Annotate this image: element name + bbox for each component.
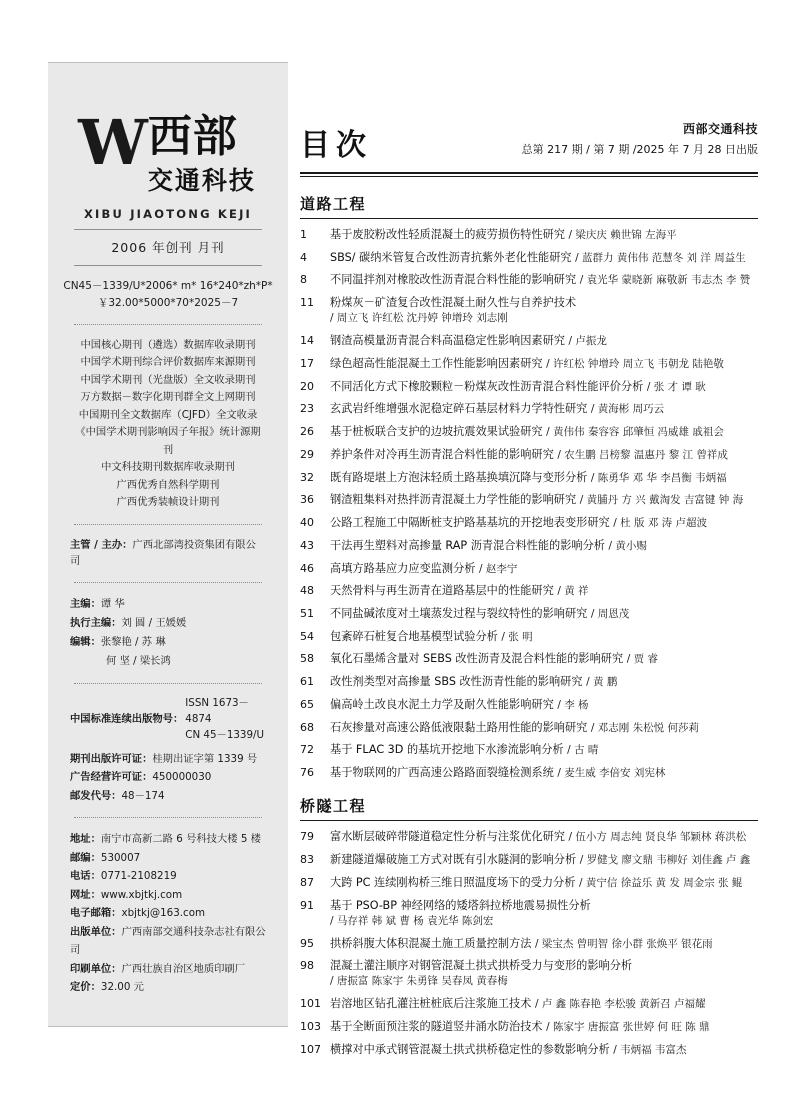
logo-title-main: 西部 — [147, 111, 238, 162]
index-item: 广西优秀装帧设计期刊 — [116, 496, 220, 509]
index-item: 中国核心期刊（遴选）数据库收录期刊 — [80, 338, 256, 351]
entry-authors: / 李 杨 — [557, 698, 589, 711]
section-title-bridge-tunnel: 桥隧工程 — [300, 795, 758, 821]
issn-line-1: CN45－1339/U*2006* m* 16*240*zh*P* — [63, 280, 273, 292]
toc-entry[interactable] — [300, 401, 758, 417]
entry-title: 钢渣高模量沥青混合料高温稳定性影响因素研究 — [330, 334, 565, 348]
standard-number-block — [70, 696, 266, 744]
entry-title: 玄武岩纤维增强水泥稳定碎石基层材料力学特性研究 — [330, 402, 588, 416]
entry-title: 基于桩板联合支护的边坡抗震效果试验研究 — [330, 425, 543, 439]
contact-label: 地址： — [70, 833, 101, 846]
entry-authors: / 黄小赐 — [608, 539, 647, 552]
license-row — [70, 768, 266, 787]
cn-value: CN 45－1339/U — [185, 728, 265, 741]
contact-label: 电子邮箱： — [70, 907, 122, 920]
license-block — [70, 750, 266, 806]
entry-authors: / 许红松 钟增玲 周立飞 韦朝龙 陆艳敬 — [546, 357, 724, 370]
entry-title: 拱桥斜腹大体积混凝土施工质量控制方法 — [330, 936, 532, 950]
toc-entry[interactable] — [300, 561, 758, 577]
entry-page: 48 — [300, 584, 314, 598]
entry-authors: / 蓝群力 黄伟伟 范慧冬 刘 洋 周益生 — [575, 251, 746, 264]
entry-title: 高填方路基应力应变监测分析 — [330, 561, 476, 575]
staff-value: 何 坚 / 梁长鸿 — [106, 654, 171, 667]
logo-w-mark: W — [78, 106, 146, 179]
toc-entry[interactable] — [300, 272, 758, 288]
toc-entry[interactable] — [300, 356, 758, 372]
entry-title: 既有路堤堪上方泡沫轻质土路基换填沉降与变形分析 — [330, 470, 588, 484]
license-label: 广告经营许可证： — [70, 771, 153, 784]
logo-pinyin: XIBU JIAOTONG KEJI — [83, 207, 253, 221]
toc-entry[interactable] — [300, 742, 758, 758]
staff-value: 刘 圆 / 王媛媛 — [121, 616, 187, 629]
toc-entry[interactable] — [300, 852, 758, 868]
entry-authors: / 黄 祥 — [557, 585, 589, 598]
contact-label: 印刷单位： — [70, 962, 122, 975]
license-label: 期刊出版许可证： — [70, 752, 153, 765]
toc-entry[interactable] — [300, 1019, 758, 1035]
entry-authors: / 韦炳福 韦富杰 — [613, 1043, 687, 1056]
divider-7 — [74, 817, 262, 818]
entry-page: 36 — [300, 493, 314, 507]
entry-page: 14 — [300, 334, 314, 348]
sponsor-value: 广西北部湾投资集团有限公司 — [70, 538, 256, 568]
contact-row — [70, 830, 266, 849]
entry-page: 40 — [300, 516, 314, 530]
entry-title: 富水断层破碎带隧道稳定性分析与注浆优化研究 — [330, 830, 565, 844]
divider-2 — [74, 265, 262, 266]
entry-authors: / 黄宁信 徐益乐 黄 发 周金宗 张 鲲 — [578, 876, 743, 889]
entry-authors: / 唐振富 陈家宇 朱勇锋 吴春凤 黄春梅 — [330, 975, 508, 988]
entry-authors: / 黄海彬 周巧云 — [590, 403, 665, 416]
entry-title: 基于 FLAC 3D 的基坑开挖地下水渗流影响分析 — [330, 743, 564, 757]
issn-line-2: ￥32.00*5000*70*2025－7 — [97, 296, 239, 309]
entry-title: 粉煤灰－矿渣复合改性混凝土耐久性与自养护技术 — [330, 296, 577, 310]
entry-authors: / 黄 鹏 — [586, 676, 618, 689]
divider-4 — [74, 524, 262, 525]
header-rule — [300, 172, 758, 177]
contact-value: 530007 — [100, 851, 141, 864]
entry-authors: / 伍小方 周志纯 贤良华 邹颖林 蒋洪松 — [568, 831, 747, 844]
price-value: 32.00 元 — [100, 981, 144, 994]
index-item: 中国学术期刊综合评价数据库来源期刊 — [80, 356, 256, 369]
logo-title-sub: 交通科技 — [147, 166, 256, 195]
contact-value: 广西壮族自治区地质印刷厂 — [121, 962, 246, 975]
license-value: 48－174 — [121, 789, 165, 802]
toc-entry[interactable] — [300, 674, 758, 690]
website-value[interactable]: www.xbjtkj.com — [100, 888, 183, 901]
contact-value: 南宁市高新二路 6 号科技大楼 5 楼 — [100, 833, 261, 846]
toc-entry[interactable] — [300, 447, 758, 463]
entry-authors: / 麦生威 李倍安 刘宪林 — [557, 767, 666, 780]
entry-title: 大跨 PC 连续刚构桥三维日照温度场下的受力分析 — [330, 875, 576, 889]
entry-authors: / 农生鹏 吕榜黎 温惠丹 黎 江 曾祥成 — [557, 448, 728, 461]
toc-entry[interactable] — [300, 1042, 758, 1058]
entry-page: 11 — [300, 296, 314, 310]
toc-entry[interactable] — [300, 333, 758, 349]
entry-page: 95 — [300, 936, 314, 950]
license-row — [70, 750, 266, 769]
entry-title: 公路工程施工中隔断桩支护路基基坑的开挖地表变形研究 — [330, 516, 610, 530]
sponsor-label: 主管 / 主办： — [70, 538, 133, 551]
entry-page: 87 — [300, 875, 314, 889]
index-item: 中国学术期刊（光盘版）全文收录期刊 — [80, 373, 256, 386]
entry-authors: / 古 晴 — [567, 744, 599, 757]
contact-row — [70, 904, 266, 923]
entry-page: 4 — [300, 250, 307, 264]
contact-block — [70, 830, 266, 997]
entry-page: 103 — [300, 1019, 321, 1033]
toc-entry[interactable] — [300, 492, 758, 508]
toc-entry[interactable] — [300, 875, 758, 891]
staff-block — [70, 595, 266, 671]
entry-title: SBS/ 碳纳米管复合改性沥青抗紫外老化性能研究 — [330, 250, 572, 264]
entry-authors: / 陈勇华 邓 华 李昌衡 韦炳福 — [590, 471, 727, 484]
entry-page: 91 — [300, 898, 314, 912]
entry-title: 钢渣粗集料对热拌沥青混凝土力学性能的影响研究 — [330, 493, 577, 507]
entry-title: 基于全断面预注浆的隧道竖井涌水防治技术 — [330, 1019, 543, 1033]
toc-entry[interactable] — [300, 515, 758, 531]
entry-page: 68 — [300, 720, 314, 734]
contact-label: 定价： — [70, 981, 101, 994]
divider-1 — [74, 229, 262, 230]
entry-title: 基于废胶粉改性轻质混凝土的疲劳损伤特性研究 — [330, 228, 565, 241]
entry-title: 不同活化方式下橡胶颗粒－粉煤灰改性沥青混合料性能评价分析 — [330, 379, 644, 393]
entry-title: 石灰掺量对高速公路低液限黏土路用性能的影响研究 — [330, 720, 588, 734]
staff-label: 执行主编： — [70, 616, 122, 629]
section-title-road: 道路工程 — [300, 193, 758, 219]
entry-page: 54 — [300, 629, 314, 643]
entry-page: 83 — [300, 853, 314, 867]
entry-authors: / 梁宝杰 曾明智 徐小群 张焕平 银花雨 — [534, 937, 713, 950]
entry-page: 46 — [300, 561, 314, 575]
toc-entry[interactable] — [300, 697, 758, 713]
contact-label: 邮编： — [70, 851, 101, 864]
journal-name: 西部交通科技 — [682, 121, 758, 136]
toc-panel — [300, 62, 758, 1064]
toc-entry[interactable] — [300, 720, 758, 736]
entry-title: 绿色超高性能混凝土工作性能影响因素研究 — [330, 356, 543, 370]
entry-title: 不同温拌剂对橡胶改性沥青混合料性能的影响研究 — [330, 273, 577, 287]
journal-logo — [48, 63, 288, 221]
entry-page: 79 — [300, 830, 314, 844]
issue-line: 总第 217 期 / 第 7 期 /2025 年 7 月 28 日出版 — [521, 143, 758, 157]
entry-page: 43 — [300, 538, 314, 552]
toc-entry[interactable] — [300, 651, 758, 667]
entry-page: 101 — [300, 997, 321, 1011]
founded-text: 2006 年创刊 月刊 — [111, 240, 225, 255]
entry-title: 干法再生塑料对高掺量 RAP 沥青混合料性能的影响分析 — [330, 538, 605, 552]
toc-entry[interactable] — [300, 606, 758, 622]
contact-row — [70, 849, 266, 868]
license-value: 桂期出证字第 1339 号 — [152, 752, 258, 765]
index-item: 万方数据－数字化期刊群全文上网期刊 — [80, 391, 256, 404]
contact-label: 网址： — [70, 888, 101, 901]
entry-authors: / 梁庆庆 赖世锦 左海平 — [568, 229, 677, 241]
entry-authors: / 卢 鑫 陈春艳 李松骏 黄新召 卢福耀 — [534, 998, 706, 1011]
contact-value: 0771-2108219 — [100, 870, 177, 883]
email-value[interactable]: xbjtkj@163.com — [121, 907, 206, 920]
contact-label: 出版单位： — [70, 925, 122, 938]
issn-value: ISSN 1673－4874 — [185, 696, 249, 725]
entry-title: 氧化石墨烯含量对 SEBS 改性沥青及混合料性能的影响研究 — [330, 652, 624, 666]
toc-entry[interactable] — [300, 898, 758, 929]
entry-title: 混凝土灌注顺序对钢管混凝土拱式拱桥受力与变形的影响分析 — [330, 959, 633, 973]
index-list — [74, 337, 262, 512]
staff-row — [70, 614, 266, 633]
entry-page: 23 — [300, 402, 314, 416]
entry-page: 72 — [300, 743, 314, 757]
page-title: 目次 — [300, 128, 372, 163]
entry-authors: / 邓志刚 朱松悦 何莎莉 — [590, 721, 699, 734]
toc-entry[interactable] — [300, 424, 758, 440]
toc-entry[interactable] — [300, 936, 758, 952]
toc-entry[interactable] — [300, 996, 758, 1012]
contact-row — [70, 978, 266, 997]
entry-authors: / 袁光华 蒙晓新 麻敬新 韦志杰 李 赞 — [579, 274, 751, 287]
entry-title: 天然骨料与再生沥青在道路基层中的性能研究 — [330, 584, 554, 598]
entry-page: 65 — [300, 697, 314, 711]
contact-row — [70, 923, 266, 960]
entry-authors: / 张 才 谭 耿 — [646, 380, 706, 393]
toc-entry[interactable] — [300, 629, 758, 645]
entry-title: 基于 PSO-BP 神经网络的矮塔斜拉桥地震易损性分析 — [330, 898, 591, 912]
toc-entry[interactable] — [300, 583, 758, 599]
toc-entry[interactable] — [300, 958, 758, 989]
index-item: 《中国学术期刊影响因子年报》统计源期刊 — [75, 426, 261, 456]
toc-entry[interactable] — [300, 538, 758, 554]
entry-page: 76 — [300, 766, 314, 780]
entry-page: 107 — [300, 1042, 321, 1056]
entry-page: 20 — [300, 379, 314, 393]
staff-row — [70, 595, 266, 614]
toc-entry[interactable] — [300, 379, 758, 395]
toc-entry[interactable] — [300, 829, 758, 845]
staff-row — [70, 633, 266, 652]
entry-page: 98 — [300, 959, 314, 973]
entry-title: 偏高岭土改良水泥土力学及耐久性能影响研究 — [330, 697, 554, 711]
toc-entry[interactable] — [300, 295, 758, 326]
toc-header — [300, 62, 758, 170]
entry-authors: / 黄脯丹 方 兴 戴淘发 吉富键 钟 海 — [579, 494, 744, 507]
staff-value: 谭 华 — [100, 597, 125, 610]
staff-label: 编辑： — [70, 635, 101, 648]
entry-page: 26 — [300, 425, 314, 439]
entry-authors: / 贾 睿 — [626, 653, 658, 666]
divider-3 — [74, 324, 262, 325]
entry-title: 基于物联网的广西高速公路路面裂缝检测系统 — [330, 766, 554, 780]
license-value: 450000030 — [152, 771, 212, 784]
sponsor-block — [70, 537, 266, 570]
cover-sidebar — [48, 62, 288, 1027]
index-item: 广西优秀自然科学期刊 — [116, 478, 220, 491]
entry-authors: / 赵李宁 — [479, 562, 518, 575]
entry-title: 包紊碎石桩复合地基模型试验分析 — [330, 629, 498, 643]
entry-title: 新建隧道爆破施工方式对既有引水隧洞的影响分析 — [330, 853, 577, 867]
entry-authors: / 马存祥 韩 斌 曹 杨 袁光华 陈剑宏 — [330, 914, 494, 927]
entry-authors: / 卢振龙 — [568, 335, 607, 348]
staff-value: 张黎艳 / 苏 琳 — [100, 635, 166, 648]
entry-page: 8 — [300, 273, 307, 287]
entry-title: 岩溶地区钻孔灌注桩桩底后注浆施工技术 — [330, 997, 532, 1011]
entry-page: 17 — [300, 356, 314, 370]
entry-title: 养护条件对冷再生沥青混合料性能的影响研究 — [330, 447, 554, 461]
index-item: 中国期刊全文数据库（CJFD）全文收录 — [78, 408, 258, 421]
contact-value: 广西南部交通科技杂志社有限公司 — [70, 925, 266, 957]
toc-entry[interactable] — [300, 227, 758, 243]
entry-authors: / 罗健戈 廖文鼎 韦柳好 刘佳鑫 卢 鑫 — [579, 854, 751, 867]
issn-block — [48, 278, 288, 312]
entry-page: 29 — [300, 447, 314, 461]
entry-authors: / 陈家宇 唐振富 张世婷 何 旺 陈 鼎 — [546, 1020, 710, 1033]
entry-title: 改性剂类型对高掺量 SBS 改性沥青性能的影响研究 — [330, 675, 583, 689]
entry-page: 58 — [300, 652, 314, 666]
toc-entry[interactable] — [300, 765, 758, 781]
entry-authors: / 杜 版 邓 涛 卢超波 — [613, 517, 707, 530]
index-item: 中文科技期刊数据库收录期刊 — [101, 461, 235, 474]
entry-title: 横撑对中承式钢管混凝土拱式拱桥稳定性的参数影响分析 — [330, 1042, 610, 1056]
divider-6 — [74, 683, 262, 684]
entry-title: 不同盐碱浓度对土壤蒸发过程与裂纹特性的影响研究 — [330, 606, 588, 620]
contact-row — [70, 867, 266, 886]
standard-number-label: 中国标准连续出版物号： — [70, 712, 184, 725]
entry-authors: / 周恩茂 — [590, 607, 630, 620]
entry-page: 1 — [300, 228, 307, 241]
contact-row — [70, 960, 266, 979]
entry-page: 61 — [300, 675, 314, 689]
staff-row — [70, 652, 266, 671]
contact-label: 电话： — [70, 870, 101, 883]
toc-entry[interactable] — [300, 470, 758, 486]
divider-5 — [74, 582, 262, 583]
entry-authors: / 周立飞 许红松 沈丹婷 钟增玲 刘志刚 — [330, 312, 508, 325]
toc-entry[interactable] — [300, 250, 758, 266]
entry-authors: / 黄伟伟 秦容容 邱肇恒 冯威雄 戚祖会 — [546, 426, 724, 439]
issue-info — [522, 119, 758, 164]
contact-row — [70, 886, 266, 905]
entry-page: 32 — [300, 470, 314, 484]
license-row — [70, 787, 266, 806]
staff-label: 主编： — [70, 597, 101, 610]
license-label: 邮发代号： — [70, 789, 122, 802]
entry-authors: / 张 明 — [501, 630, 533, 643]
entry-page: 51 — [300, 606, 314, 620]
